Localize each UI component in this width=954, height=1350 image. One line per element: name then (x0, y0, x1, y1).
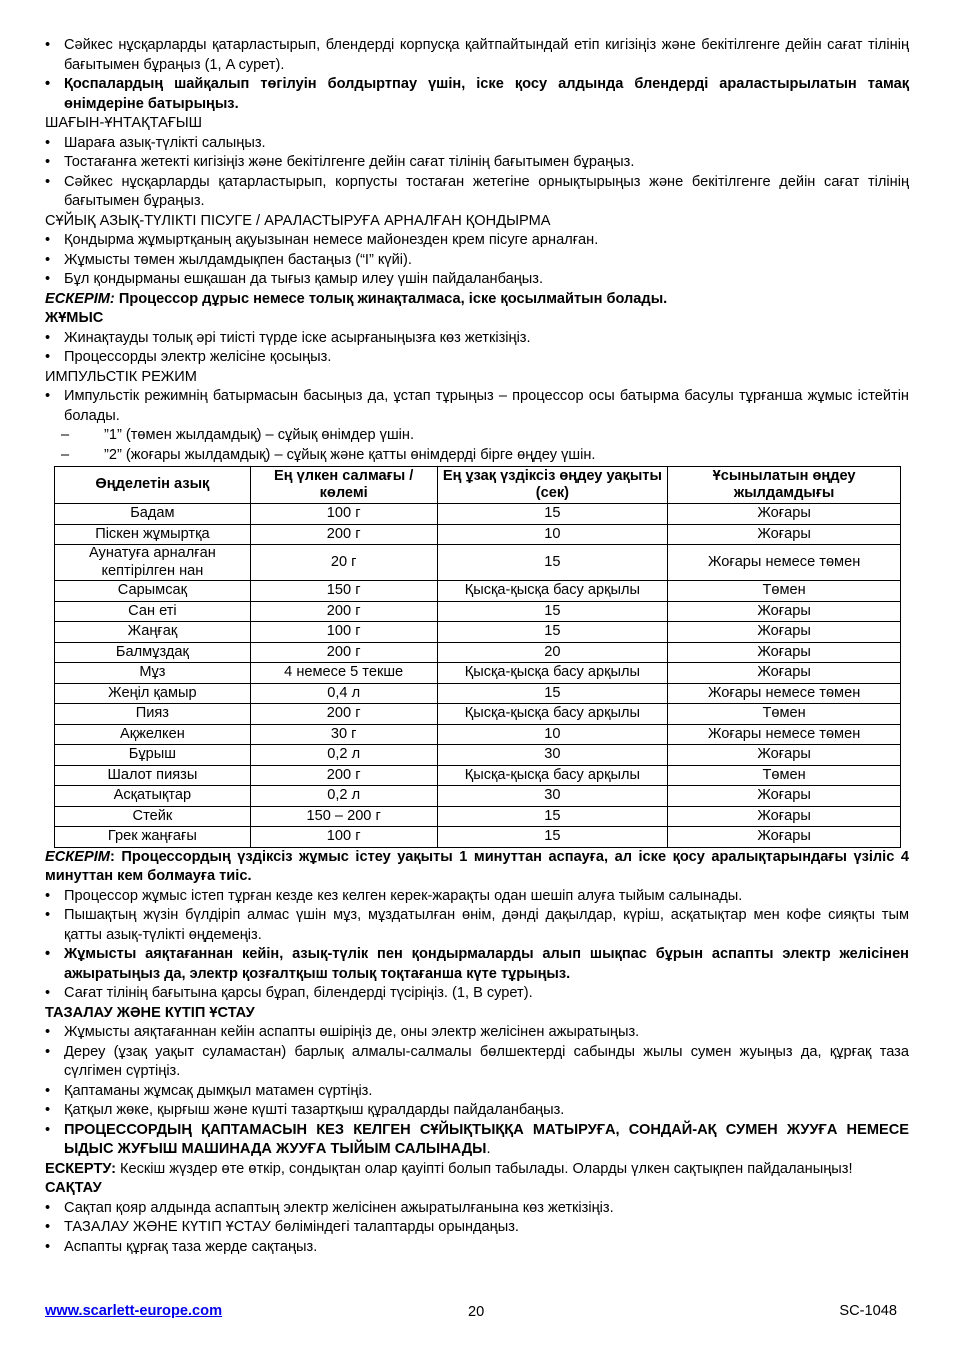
caps-tail: . (486, 1141, 491, 1157)
table-cell: 15 (437, 545, 668, 581)
cleaning-bullets (45, 1023, 909, 1160)
list-item: • Сәйкес нұсқарларды қатарластырып, корпусты тостаған жетегіне орнықтырыңыз және бекітілгенге дейін сағат тілінің бағытымен бұраңыз. (45, 173, 909, 212)
column-header: Ең ұзақ үздіксіз өңдеу уақыты (сек) (437, 467, 668, 504)
list-item: • ТАЗАЛАУ ЖӘНЕ КҮТІП ҰСТАУ бөліміндегі талаптарды орындаңыз. (45, 1218, 909, 1238)
table-row (55, 545, 901, 581)
section-heading-whisk: СҰЙЫҚ АЗЫҚ-ТҮЛІКТІ ПІСУГЕ / АРАЛАСТЫРУҒА АРНАЛҒАН ҚОНДЫРМА (45, 212, 551, 229)
list-item: • Сағат тілінің бағытына қарсы бұрап, білендерді түсіріңіз. (1, B сурет). (45, 984, 909, 1004)
note-text: Процессор дұрыс немесе толық жинақталмаса, іске қосылмайтын болады. (114, 290, 668, 307)
table-cell: 20 г (250, 545, 437, 581)
storage-bullets (45, 1199, 909, 1258)
table-cell: Жоғары немесе төмен (668, 545, 901, 581)
section-heading-storage: САҚТАУ (45, 1180, 102, 1196)
table-cell: 150 г (250, 581, 437, 602)
table-cell: Жоғары (668, 827, 901, 848)
table-cell: Төмен (668, 704, 901, 725)
list-item: • Шараға азық-түлікті салыңыз. (45, 134, 909, 154)
table-row (55, 806, 901, 827)
table-cell: 150 – 200 г (250, 806, 437, 827)
table-cell: Грек жаңғағы (55, 827, 251, 848)
dash-item: – ”2” (жоғары жылдамдық) – сұйық және қатты өнімдерді бірге өңдеу үшін. (61, 446, 909, 466)
document-body (45, 36, 909, 1257)
table-cell: Қысқа-қысқа басу арқылы (437, 581, 668, 602)
section-heading-cleaning: ТАЗАЛАУ ЖӘНЕ КҮТІП ҰСТАУ (45, 1004, 255, 1021)
table-cell: Шалот пиязы (55, 765, 251, 786)
section-heading-chopper: ШАҒЫН-ҰНТАҚТАҒЫШ (45, 115, 203, 131)
table-cell: 15 (437, 806, 668, 827)
table-cell: 30 (437, 786, 668, 807)
list-item: • Тостағанға жетекті кигізіңіз және бекітілгенге дейін сағат тілінің бағытымен бұраңыз. (45, 153, 909, 173)
table-cell: 10 (437, 524, 668, 545)
list-item: • Процессорды электр желісіне қосыңыз. (45, 348, 909, 368)
table-cell: Қысқа-қысқа басу арқылы (437, 663, 668, 684)
table-cell: Жоғары (668, 524, 901, 545)
table-row (55, 663, 901, 684)
table-cell: 0,2 л (250, 786, 437, 807)
table-body (55, 504, 901, 848)
table-cell: 200 г (250, 524, 437, 545)
table-cell: Жоғары немесе төмен (668, 683, 901, 704)
table-cell: Жоғары (668, 504, 901, 525)
table-header-row (55, 467, 901, 504)
list-item: • Қоспалардың шайқалып төгілуін болдыртпау үшін, іске қосу алдында блендерді араластырылатын тамақ өнімдеріне батырыңыз. (45, 75, 909, 114)
list-item: • Сәйкес нұсқарларды қатарластырып, блендерді корпусқа қайтпайтындай етіп кигізіңіз және бекітілгенге дейін сағат тілінің бағытымен бұраңыз (1, A сурет). (45, 36, 909, 75)
time-note (45, 848, 909, 887)
list-item: • Процессор жұмыс істеп тұрған кезде кез келген керек-жарақты одан шешіп алуға тыйым салынады. (45, 887, 909, 907)
table-row (55, 622, 901, 643)
table-cell: Жоғары (668, 745, 901, 766)
table-cell: Мұз (55, 663, 251, 684)
table-cell: 100 г (250, 622, 437, 643)
table-cell: Сан еті (55, 601, 251, 622)
table-cell: Жоғары (668, 601, 901, 622)
table-cell: Ақжелкен (55, 724, 251, 745)
note-label: ЕСКЕРІМ (45, 848, 110, 865)
list-item: • Жинақтауды толық әрі тиісті түрде іске асырғаныңызға көз жеткізіңіз. (45, 329, 909, 349)
table-row (55, 524, 901, 545)
table-cell: 200 г (250, 765, 437, 786)
table-cell: Стейк (55, 806, 251, 827)
list-item: • Пышақтың жүзін бүлдіріп алмас үшін мұз, мұздатылған өнім, дәнді дақылдар, күріш, асқатықтар мен кофе сияқты тым қатты азық-түлікті өңдемеңіз. (45, 906, 909, 945)
table-cell: Аунатуға арналған кептірілген нан (55, 545, 251, 581)
list-item: • Бұл қондырманы ешқашан да тығыз қамыр илеу үшін пайдаланбаңыз. (45, 270, 909, 290)
table-cell: 4 немесе 5 текше (250, 663, 437, 684)
table-row (55, 827, 901, 848)
model-number: SC-1048 (839, 1303, 897, 1319)
table-cell: Қысқа-қысқа басу арқылы (437, 765, 668, 786)
table-cell: 15 (437, 504, 668, 525)
list-item: • Қатқыл жөке, қырғыш және күшті тазартқыш құралдарды пайдаланбаңыз. (45, 1101, 909, 1121)
list-item: • Жұмысты аяқтағаннан кейін аспапты өшіріңіз де, оны электр желісінен ажыратыңыз. (45, 1023, 909, 1043)
table-cell: Піскен жұмыртқа (55, 524, 251, 545)
table-row (55, 745, 901, 766)
chopper-bullets (45, 134, 909, 212)
table-cell: Бадам (55, 504, 251, 525)
list-item: • Дереу (ұзақ уақыт суламастан) барлық алмалы-салмалы бөлшектерді сабынды жылы сумен жуыңыз да, құрғақ таза сүлгімен сүртіңіз. (45, 1043, 909, 1082)
table-cell: 10 (437, 724, 668, 745)
section-heading-operation: ЖҰМЫС (45, 310, 104, 326)
list-item: • Жұмысты төмен жылдамдықпен бастаңыз (“I” күйі). (45, 251, 909, 271)
table-cell: 15 (437, 683, 668, 704)
table-row (55, 724, 901, 745)
table-row (55, 683, 901, 704)
column-header: Өңделетін азық (55, 467, 251, 504)
table-row (55, 601, 901, 622)
caps-warning: ПРОЦЕССОРДЫҢ ҚАПТАМАСЫН КЕЗ КЕЛГЕН СҰЙЫҚТЫҚҚА МАТЫРУҒА, СОНДАЙ-АҚ СУМЕН ЖУУҒА НЕМЕСЕ ЫДЫС ЖУҒЫШ МАШИНАДА ЖУУҒА ТЫЙЫМ САЛЫНАДЫ (64, 1121, 909, 1157)
pulse-bullets (45, 387, 909, 426)
whisk-note (45, 290, 909, 310)
warning-text: Кескіш жүздер өте өткір, сондықтан олар қауіпті болып табылады. Оларды үлкен сақтықпен пайдаланыңыз! (115, 1160, 853, 1177)
table-row (55, 581, 901, 602)
table-cell: Қысқа-қысқа басу арқылы (437, 704, 668, 725)
table-cell: Балмұздақ (55, 642, 251, 663)
table-cell: 0,2 л (250, 745, 437, 766)
list-item: • Қондырма жұмыртқаның ақуызынан немесе майонезден крем пісуге арналған. (45, 231, 909, 251)
table-cell: 100 г (250, 827, 437, 848)
table-cell: 0,4 л (250, 683, 437, 704)
table-cell: Жоғары (668, 663, 901, 684)
table-cell: Сарымсақ (55, 581, 251, 602)
table-cell: Пияз (55, 704, 251, 725)
table-cell: Жоғары немесе төмен (668, 724, 901, 745)
note-text: : Процессордың үздіксіз жұмыс істеу уақыты 1 минуттан аспауға, ал іске қосу аралықтарындағы үзіліс 4 минуттан кем болмауға тиіс. (45, 848, 909, 884)
list-item: • Сақтап қояр алдында аспаптың электр желісінен ажыратылғанына көз жеткізіңіз. (45, 1199, 909, 1219)
table-cell: 30 г (250, 724, 437, 745)
table-cell: 200 г (250, 642, 437, 663)
note-label: ЕСКЕРІМ: (45, 290, 115, 307)
table-cell: Жоғары (668, 642, 901, 663)
table-cell: 200 г (250, 601, 437, 622)
table-row (55, 704, 901, 725)
table-row (55, 765, 901, 786)
table-cell: 15 (437, 622, 668, 643)
table-cell: Асқатықтар (55, 786, 251, 807)
table-cell: Жеңіл қамыр (55, 683, 251, 704)
list-item: • Жұмысты аяқтағаннан кейін, азық-түлік пен қондырмаларды алып шықпас бұрын аспапты электр желісінен ажыратыңыз да, электр қозғалтқыш толық тоқтағанша күте тұрыңыз. (45, 945, 909, 984)
table-cell: Бұрыш (55, 745, 251, 766)
safety-bullets (45, 887, 909, 1004)
table-cell: Жоғары (668, 806, 901, 827)
column-header: Ұсынылатын өңдеу жылдамдығы (668, 467, 901, 504)
list-item: • Қаптаманы жұмсақ дымқыл матамен сүртіңіз. (45, 1082, 909, 1102)
page-footer (45, 1303, 909, 1323)
processing-table (54, 466, 901, 848)
operation-bullets (45, 329, 909, 368)
column-header: Ең үлкен салмағы / көлемі (250, 467, 437, 504)
pulse-dash-list (45, 426, 909, 465)
table-row (55, 642, 901, 663)
page-number: 20 (468, 1304, 485, 1320)
whisk-bullets (45, 231, 909, 290)
section-heading-pulse: ИМПУЛЬСТІК РЕЖИМ (45, 368, 197, 385)
table-cell: Төмен (668, 765, 901, 786)
table-cell: 15 (437, 601, 668, 622)
list-item: • Импульстік режимнің батырмасын басыңыз да, ұстап тұрыңыз – процессор осы батырма басулы тұрғанша жұмыс істейтін болады. (45, 387, 909, 426)
website-link[interactable]: www.scarlett-europe.com (45, 1303, 223, 1319)
dash-item: – ”1” (төмен жылдамдық) – сұйық өнімдер үшін. (61, 426, 909, 446)
table-cell: Жоғары (668, 622, 901, 643)
table-cell: Жоғары (668, 786, 901, 807)
table-row (55, 786, 901, 807)
table-cell: 200 г (250, 704, 437, 725)
list-item (45, 1121, 909, 1160)
table-cell: Жаңғақ (55, 622, 251, 643)
table-cell: 100 г (250, 504, 437, 525)
table-cell: 30 (437, 745, 668, 766)
table-cell: 15 (437, 827, 668, 848)
table-cell: Төмен (668, 581, 901, 602)
intro-bullets (45, 36, 909, 114)
list-item: • Аспапты құрғақ таза жерде сақтаңыз. (45, 1238, 909, 1258)
table-cell: 20 (437, 642, 668, 663)
blade-warning (45, 1160, 909, 1180)
table-row (55, 504, 901, 525)
warning-label: ЕСКЕРТУ: (45, 1160, 116, 1177)
